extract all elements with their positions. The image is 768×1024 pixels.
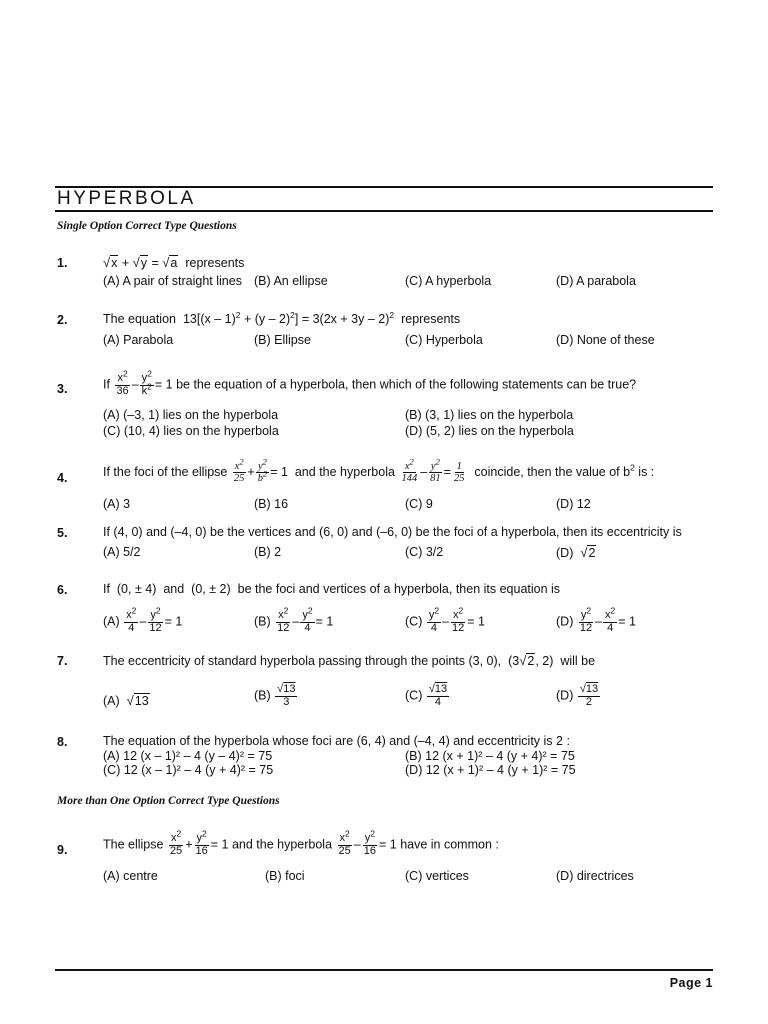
option-a: (A) 5/2 — [103, 545, 141, 559]
question-stem: The equation of the hyperbola whose foci are (6, 4) and (–4, 4) and eccentricity is 2 : — [103, 734, 570, 748]
math-expression: √2 — [580, 545, 596, 560]
option-a: (A) A pair of straight lines — [103, 274, 242, 288]
option-a: (A) 12 (x – 1)² – 4 (y – 4)² = 75 — [103, 749, 273, 763]
fraction: $\frac{y^2}{k^2}$ — [141, 368, 152, 397]
question-stem: The ellipse $\frac{x^2}{25}$ + $\frac{y^2}{16}$ = 1 and the hyperbola $\frac{x^2}{25}$ – $\frac{y^2}{16}$ = 1 have in common : — [103, 828, 499, 857]
question-text: If — [103, 377, 110, 392]
option-b: (B) foci — [265, 869, 305, 883]
option-c: (C) $\frac{y^2}{4}$ – $\frac{x^2}{12}$ = 1 — [405, 605, 486, 634]
question-stem: If (4, 0) and (–4, 0) be the vertices and (6, 0) and (–6, 0) be the foci of a hyperbola, then its eccentricity is — [103, 525, 682, 539]
fraction: $\frac{x^2}{12}$ — [277, 605, 290, 634]
question-text: and — [163, 582, 185, 596]
question-stem: If the foci of the ellipse $\frac{x^2}{25}$ + $\frac{y^2}{b^2}$ = 1 and the hyperbola $\frac{x^2}{144}$ – $\frac{y^2}{81}$ = $\frac{1}{25}$ coincide, then the value of $b^2$ is : — [103, 456, 655, 485]
question-number: 6. — [57, 583, 68, 597]
question-text: have in common : — [400, 837, 499, 852]
option-c: (C) (10, 4) lies on the hyperbola — [103, 424, 279, 438]
math-expression: √13 — [126, 693, 149, 708]
option-d — [556, 684, 601, 708]
question-text: is : — [638, 464, 655, 479]
fraction: $\frac{x^2}{4}$ — [605, 605, 616, 634]
question-stem — [103, 653, 595, 668]
option-d: (D) None of these — [556, 333, 655, 347]
option-d: (D) $\frac{y^2}{12}$ – $\frac{x^2}{4}$ = 1 — [556, 605, 637, 634]
option-c: (C) 3/2 — [405, 545, 444, 559]
option-label: (C) — [405, 688, 423, 703]
question-text: and the hyperbola — [294, 464, 395, 479]
option-d: (D) 12 (x + 1)² – 4 (y + 1)² = 75 — [405, 763, 576, 777]
option-a: (A) 3 — [103, 497, 131, 511]
option-c: (C) Hyperbola — [405, 333, 483, 347]
option-b — [254, 684, 298, 708]
option-label: (D) — [556, 614, 574, 629]
option-a: (A) centre — [103, 869, 158, 883]
fraction: $\frac{x^2}{36}$ — [116, 368, 129, 397]
option-b: (B) (3, 1) lies on the hyperbola — [405, 408, 574, 422]
fraction: $\frac{y^2}{81}$ — [430, 456, 441, 485]
fraction: $\frac{y^2}{4}$ — [302, 605, 313, 634]
question-number: 5. — [57, 526, 68, 540]
fraction: $\frac{1}{25}$ — [453, 461, 465, 485]
fraction: $\frac{y^2}{4}$ — [428, 605, 440, 634]
page-title: HYPERBOLA — [57, 188, 196, 209]
math-expression: $13[(x - 1)^2 + (y - 2)^2] = 3(2x + 3y - 2)^2$ — [182, 309, 395, 326]
question-stem: If (0, ± 4) and (0, ± 2) be the foci and vertices of a hyperbola, then its equation is — [103, 582, 561, 596]
fraction: $\frac{√13}{3}$ — [277, 683, 296, 708]
option-a: (A) (–3, 1) lies on the hyperbola — [103, 408, 279, 422]
option-b: (B) 16 — [254, 497, 289, 511]
question-number: 4. — [57, 471, 68, 485]
section-heading-multiple: More than One Option Correct Type Questions — [57, 795, 280, 807]
option-d: (D) directrices — [556, 869, 634, 883]
option-label: (B) — [254, 614, 271, 629]
question-stem — [103, 309, 461, 326]
question-text: If — [103, 582, 110, 596]
question-text: If the foci of the ellipse — [103, 464, 228, 479]
option-b: (B) 2 — [254, 545, 282, 559]
math-expression: √x + √y = √a — [103, 255, 178, 270]
option-label: (D) — [556, 688, 574, 703]
fraction: $\frac{y^2}{12}$ — [149, 605, 162, 634]
fraction: $\frac{x^2}{25}$ — [169, 828, 183, 857]
option-b: (B) An ellipse — [254, 274, 328, 288]
question-text: be the equation of a hyperbola, then which of the following statements can be true? — [176, 377, 637, 392]
option-d: (D) (5, 2) lies on the hyperbola — [405, 424, 574, 438]
fraction: $\frac{y^2}{16}$ — [363, 828, 376, 857]
fraction: $\frac{y^2}{12}$ — [579, 605, 593, 634]
option-b: (B) $\frac{x^2}{12}$ – $\frac{y^2}{4}$ = 1 — [254, 605, 334, 634]
option-c: (C) 12 (x – 1)² – 4 (y + 4)² = 75 — [103, 763, 274, 777]
question-number: 8. — [57, 735, 68, 749]
option-c: (C) vertices — [405, 869, 469, 883]
question-text: The ellipse — [103, 837, 164, 852]
question-number: 2. — [57, 313, 68, 327]
fraction: $\frac{y^2}{16}$ — [195, 828, 208, 857]
question-text: will be — [560, 654, 596, 668]
question-number: 1. — [57, 256, 68, 270]
option-label: (B) — [254, 688, 271, 703]
option-d: (D) 12 — [556, 497, 591, 511]
question-text: The eccentricity of standard hyperbola passing through the points (3, 0), — [103, 654, 502, 668]
fraction: $\frac{y^2}{b^2}$ — [257, 456, 268, 485]
fraction: $\frac{x^2}{25}$ — [233, 456, 245, 485]
question-number: 3. — [57, 382, 68, 396]
option-label: (D) — [556, 546, 574, 560]
option-c: (C) 9 — [405, 497, 433, 511]
fraction: $\frac{x^2}{144}$ — [401, 456, 418, 485]
option-d: (D) A parabola — [556, 274, 636, 288]
fraction: $\frac{x^2}{25}$ — [338, 828, 351, 857]
fraction: $\frac{√13}{2}$ — [579, 683, 599, 708]
fraction: $\frac{√13}{4}$ — [428, 683, 448, 708]
option-d — [556, 545, 596, 560]
option-a — [103, 693, 150, 708]
fraction: $\frac{x^2}{4}$ — [126, 605, 137, 634]
section-heading-single: Single Option Correct Type Questions — [57, 220, 237, 232]
option-a: (A) $\frac{x^2}{4}$ – $\frac{y^2}{12}$ = 1 — [103, 605, 183, 634]
footer-rule — [55, 969, 713, 971]
option-label: (A) — [103, 614, 120, 629]
option-a: (A) Parabola — [103, 333, 174, 347]
question-stem: If $\frac{x^2}{36}$ – $\frac{y^2}{k^2}$ = 1 be the equation of a hyperbola, then which of the following statements can be true? — [103, 368, 637, 397]
question-text: be the foci and vertices of a hyperbola, then its equation is — [237, 582, 561, 596]
question-text: The equation — [103, 312, 176, 326]
math-expression: (3√2, 2) — [508, 653, 554, 668]
question-stem — [103, 255, 244, 270]
title-underline — [55, 210, 713, 212]
fraction: $\frac{x^2}{12}$ — [452, 605, 465, 634]
option-label: (A) — [103, 694, 120, 708]
option-b: (B) Ellipse — [254, 333, 311, 347]
question-number: 7. — [57, 654, 68, 668]
question-number: 9. — [57, 843, 68, 857]
option-c — [405, 684, 450, 708]
question-text: coincide, then the value of b — [474, 464, 631, 479]
option-label: (C) — [405, 614, 423, 629]
page-number: Page 1 — [669, 976, 713, 990]
question-text: and the hyperbola — [231, 837, 333, 852]
question-text: represents — [401, 312, 461, 326]
option-c: (C) A hyperbola — [405, 274, 492, 288]
option-b: (B) 12 (x + 1)² – 4 (y + 4)² = 75 — [405, 749, 575, 763]
question-text: represents — [185, 256, 245, 270]
